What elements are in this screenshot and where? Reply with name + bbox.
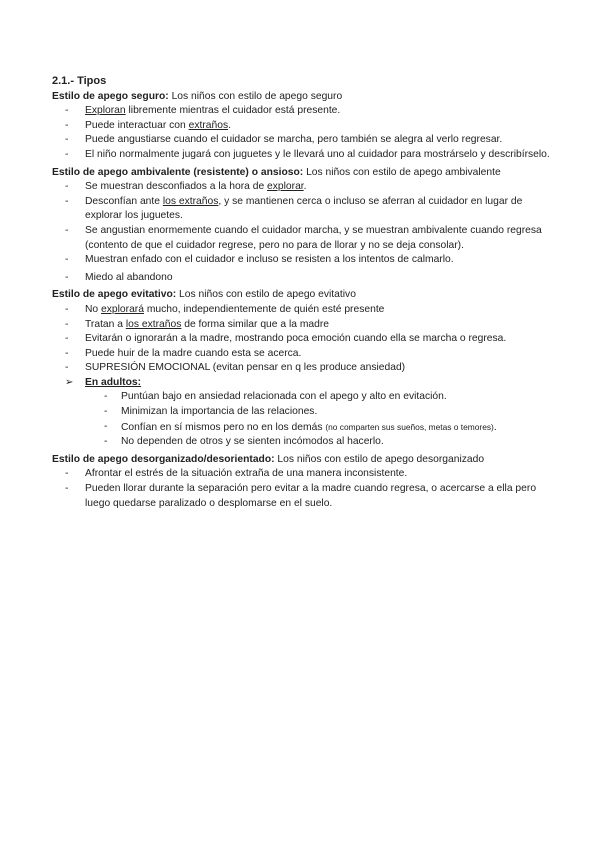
list-item: - Exploran libremente mientras el cuidador está presente. [65,105,341,117]
list-item: - Afrontar el estrés de la situación extraña de una manera inconsistente. [65,468,408,480]
list-item: - No dependen de otros y se sienten incómodos al hacerlo. [104,436,384,448]
list-item: - Pueden llorar durante la separación pero evitar a la madre cuando regresa, o acercarse a ella pero luego quedarse paralizado o desplomarse en el suelo. [65,483,537,509]
list-item: - Muestran enfado con el cuidador e incluso se resisten a los intentos de calmarlo. [65,254,454,266]
list-item: - Puede angustiarse cuando el cuidador se marcha, pero también se alegra al verlo regresar. [65,134,503,146]
section-title: Estilo de apego evitativo: Los niños con estilo de apego evitativo [52,289,356,301]
section-title: Estilo de apego desorganizado/desorientado: Los niños con estilo de apego desorganizado [52,453,485,465]
list-item: - Tratan a los extraños de forma similar que a la madre [65,318,330,330]
document-page [52,74,557,514]
bullet-list [52,303,557,376]
bullet-list [52,467,557,511]
list-item: - Miedo al abandono [65,271,173,283]
list-item: - Se angustian enormemente cuando el cuidador marcha, y se muestran ambivalente cuando regresa (contento de que el cuidador regrese, pero no para de llorar y no se deja consolar). [65,224,542,251]
list-item: - SUPRESIÓN EMOCIONAL (evitan pensar en q les produce ansiedad) [65,362,406,374]
section-heading: 2.1.- Tipos [52,75,107,87]
section-ambivalent [52,166,557,286]
list-item: - No explorará mucho, independientemente de quién esté presente [65,303,385,315]
list-item: - Desconfían ante los extraños, y se mantienen cerca o incluso se aferran al cuidador en lugar de explorar los juguetes. [65,195,523,222]
section-title: Estilo de apego ambivalente (resistente) o ansioso: Los niños con estilo de apego ambivalente [52,166,501,178]
sub-bullet-list [52,390,557,449]
bullet-list [52,104,557,162]
bullet-list [52,180,557,285]
list-item: - Confían en sí mismos pero no en los demás (no comparten sus sueños, metas o temores). [104,420,497,433]
arrow-bullet-icon: ➢ [65,376,74,388]
section-title: Estilo de apego seguro: Los niños con estilo de apego seguro [52,90,343,102]
list-item: - Puede huir de la madre cuando esta se acerca. [65,347,302,359]
list-item: - Minimizan la importancia de las relaciones. [104,406,318,418]
list-item: - El niño normalmente jugará con juguetes y le llevará uno al cuidador para mostrárselo y describírselo. [65,148,550,160]
list-item: - Evitarán o ignorarán a la madre, mostrando poca emoción cuando ella se marcha o regresa. [65,333,507,345]
adults-subsection [52,376,557,391]
section-avoidant [52,288,557,450]
list-item: - Puntúan bajo en ansiedad relacionada con el apego y alto en evitación. [104,391,447,403]
adults-label: En adultos: [85,376,142,388]
list-item: - Puede interactuar con extraños. [65,119,231,131]
section-disorganized [52,453,557,511]
section-secure [52,90,557,163]
list-item: - Se muestran desconfiados a la hora de explorar. [65,181,307,193]
